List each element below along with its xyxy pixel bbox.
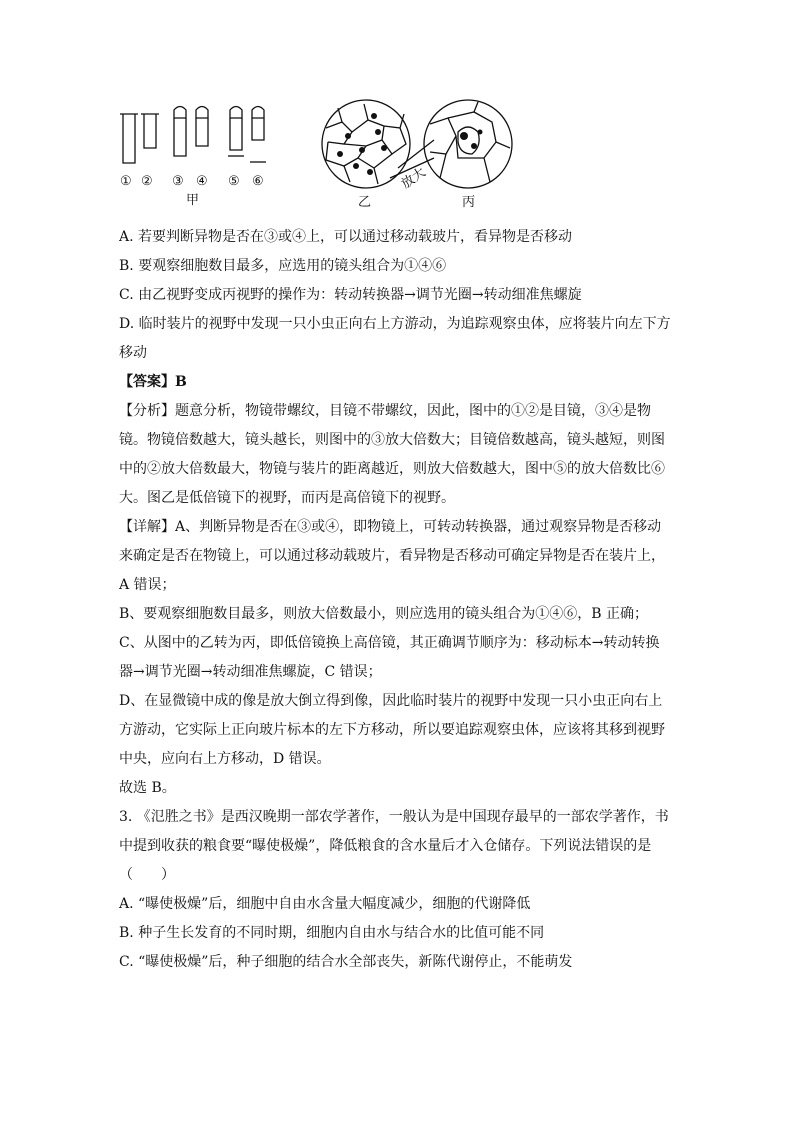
lens-label-4: ④ (196, 174, 208, 189)
lens-label-6: ⑥ (252, 174, 264, 189)
question-3-option-b: B. 种子生长发育的不同时期，细胞内自由水与结合水的比值可能不同 (119, 925, 545, 941)
question-3-option-c: C. “曝使极燥”后，种子细胞的结合水全部丧失，新陈代谢停止，不能萌发 (119, 954, 573, 970)
question-3-stem-1: 3. 《氾胜之书》是西汉晚期一部农学著作，一般认为是中国现存最早的一部农学著作，书 (119, 809, 669, 825)
option-d: D. 临时装片的视野中发现一只小虫正向右上方游动，为追踪观察虫体，应将装片向左下方 (119, 316, 671, 332)
option-a: A. 若要判断异物是否在③或④上，可以通过移动载玻片，看异物是否移动 (119, 229, 573, 245)
microscope-figure (112, 96, 532, 214)
final-answer: 故选 B。 (119, 780, 176, 796)
question-3-stem-2: 中提到收获的粮食要“曝使极燥”，降低粮食的含水量后才入仓储存。下列说法错误的是 (119, 838, 652, 854)
figure-label-yi: 乙 (358, 195, 372, 210)
lens-label-3: ③ (172, 174, 184, 189)
lens-label-2: ② (141, 174, 153, 189)
detail-line-7: D、在显微镜中成的像是放大倒立得到像，因此临时装片的视野中发现一只小虫正向右上 (119, 693, 663, 709)
detail-line-8: 方游动，它实际上正向玻片标本的左下方移动，所以要追踪观察虫体，应该将其移到视野 (119, 722, 665, 738)
detail-line-5: C、从图中的乙转为丙，即低倍镜换上高倍镜，其正确调节顺序为：移动标本→转动转换 (119, 635, 660, 651)
detail-line-2: 来确定是否在物镜上，可以通过移动载玻片，看异物是否移动可确定异物是否在装片上， (119, 548, 665, 564)
analysis-line-1: 【分析】题意分析，物镜带螺纹，目镜不带螺纹，因此，图中的①②是目镜，③④是物 (119, 403, 651, 419)
option-d-cont: 移动 (119, 345, 147, 361)
option-b: B. 要观察细胞数目最多，应选用的镜头组合为①④⑥ (119, 258, 447, 274)
question-3-option-a: A. “曝使极燥”后，细胞中自由水含量大幅度减少，细胞的代谢降低 (119, 896, 531, 912)
detail-line-6: 器→调节光圈→转动细准焦螺旋，C 错误； (119, 664, 382, 680)
analysis-line-4: 大。图乙是低倍镜下的视野，而丙是高倍镜下的视野。 (119, 490, 455, 506)
detail-line-4: B、要观察细胞数目最多，则放大倍数最小，则应选用的镜头组合为①④⑥，B 正确； (119, 606, 649, 622)
question-3-blank: （ ） (119, 867, 175, 883)
answer: 【答案】B (119, 374, 187, 390)
lens-label-5: ⑤ (228, 174, 240, 189)
figure-label-jia: 甲 (186, 193, 200, 208)
detail-line-1: 【详解】A、判断异物是否在③或④，即物镜上，可转动转换器，通过观察异物是否移动 (119, 519, 662, 535)
figure-label-fangda: 放大 (398, 164, 429, 193)
figure-label-bing: 丙 (462, 195, 476, 210)
lens-label-1: ① (120, 174, 132, 189)
option-c: C. 由乙视野变成丙视野的操作为：转动转换器→调节光圈→转动细准焦螺旋 (119, 287, 582, 303)
detail-line-9: 中央，应向右上方移动，D 错误。 (119, 751, 331, 767)
detail-line-3: A 错误； (119, 577, 176, 593)
analysis-line-2: 镜。物镜倍数越大，镜头越长，则图中的③放大倍数大；目镜倍数越高，镜头越短，则图 (119, 432, 665, 448)
analysis-line-3: 中的②放大倍数最大，物镜与装片的距离越近，则放大倍数越大，图中⑤的放大倍数比⑥ (119, 461, 665, 477)
